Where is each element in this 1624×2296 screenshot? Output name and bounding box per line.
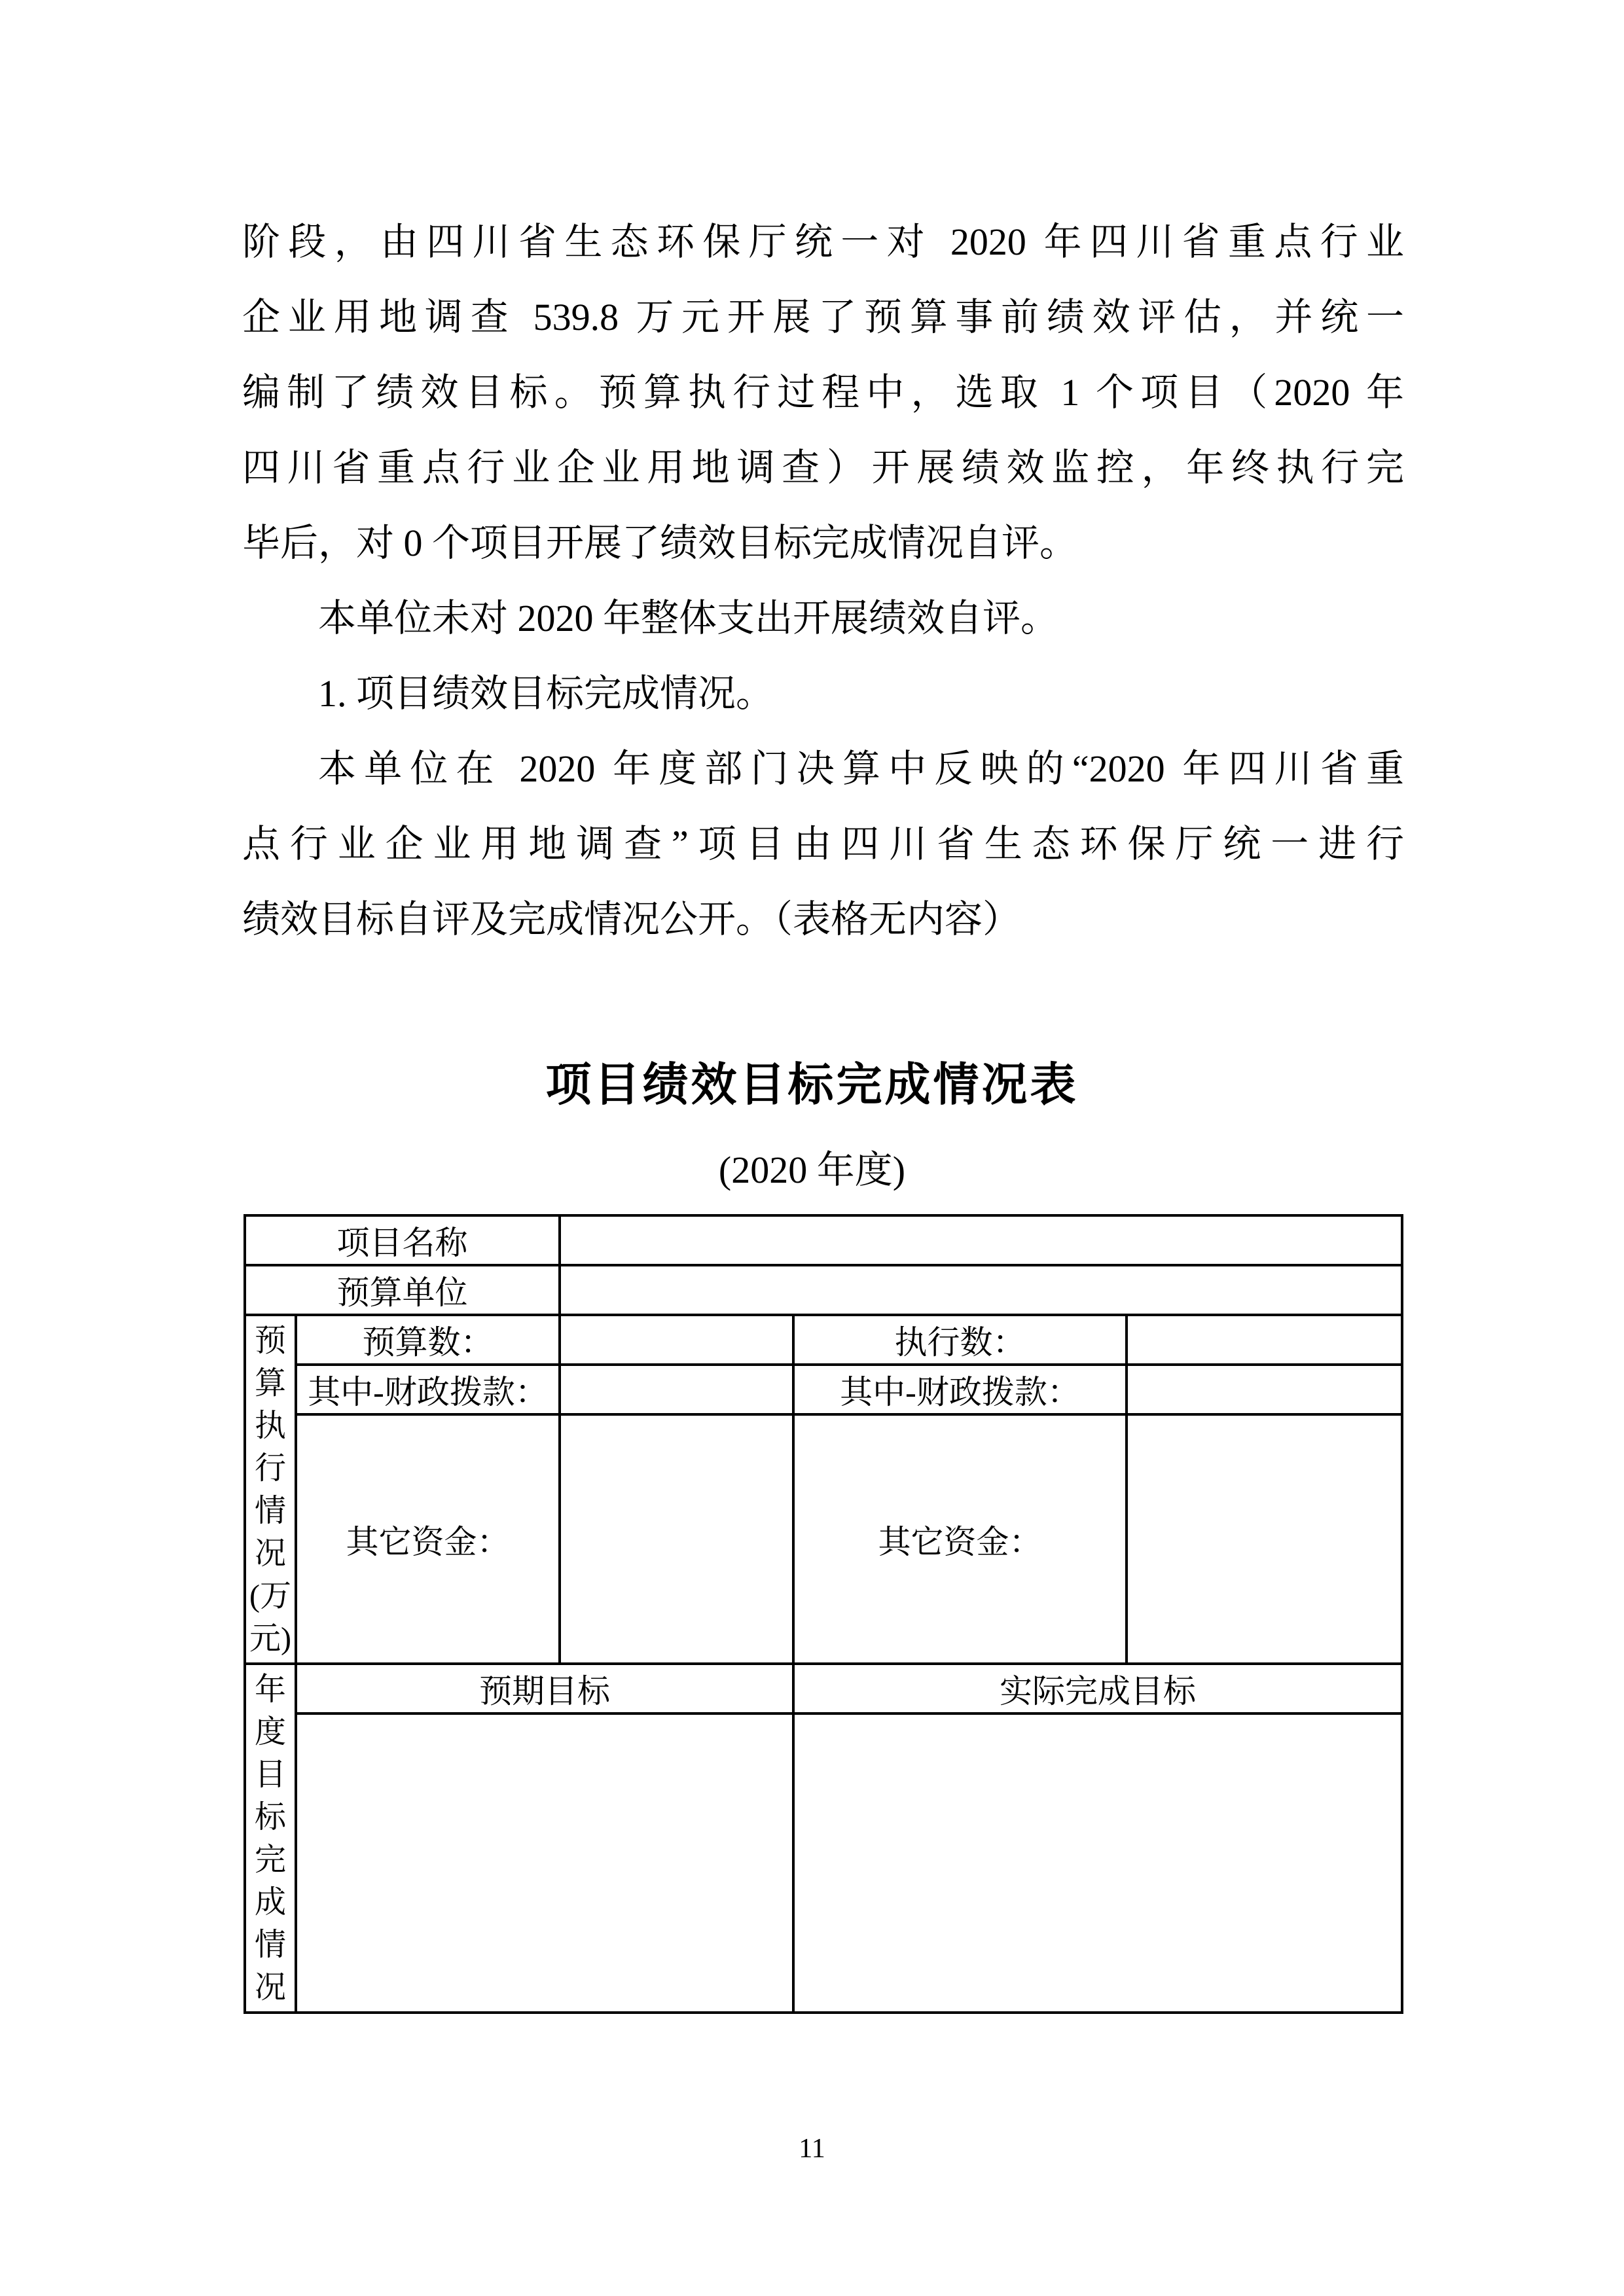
vertical-char: 标 [254,1799,286,1835]
vertical-char: 情 [254,1493,286,1528]
other-funds-value-cell-left [560,1414,793,1664]
paragraph-line: 四川省重点行业企业用地调查）开展绩效监控，年终执行完 [242,446,1404,489]
annual-goal-vertical-label [245,1664,296,2013]
budget-execution-vertical-label [245,1315,296,1664]
fiscal-allocation-value-cell-right [1127,1365,1402,1414]
paragraph-line: 阶段，由四川省生态环保厅统一对 2020 年四川省重点行业 [242,221,1404,263]
vertical-char: 预 [254,1323,286,1358]
paragraph-line: 企业用地调查 539.8 万元开展了预算事前绩效评估，并统一 [242,296,1404,338]
vertical-char: 算 [254,1365,286,1401]
actual-goal-value-cell [793,1713,1402,2013]
execution-number-value-cell [1127,1315,1402,1365]
vertical-char: 情 [254,1927,286,1962]
paragraph-line: 本单位在 2020 年度部门决算中反映的“2020 年四川省重 [318,747,1404,790]
fiscal-allocation-label-left: 其中-财政拨款： [296,1365,560,1414]
vertical-char: 目 [254,1757,286,1792]
other-funds-value-cell-right [1127,1414,1402,1664]
expected-goal-value-cell [296,1713,793,2013]
vertical-char: 执 [254,1408,286,1443]
vertical-char: 年 [254,1672,286,1707]
budget-number-label: 预算数： [296,1315,560,1365]
vertical-char: 行 [254,1450,286,1486]
vertical-char: (万 [249,1578,291,1613]
vertical-char: 况 [254,1535,286,1571]
project-name-value-cell [560,1215,1402,1265]
body-text [242,204,1404,957]
paragraph-line: 编制了绩效目标。预算执行过程中，选取 1 个项目（2020 年 [242,371,1404,414]
vertical-char: 元) [249,1621,291,1656]
paragraph-line: 点行业企业用地调查”项目由四川省生态环保厅统一进行 [242,823,1404,865]
page-number: 11 [799,2134,825,2164]
expected-goal-header: 预期目标 [296,1664,793,1713]
vertical-char: 况 [254,1969,286,2005]
table-title: 项目绩效目标完成情况表 [545,1060,1079,1111]
paragraph-line: 绩效目标自评及完成情况公开。（表格无内容） [242,898,1021,941]
performance-table [244,1214,1403,2014]
fiscal-allocation-label-right: 其中-财政拨款： [793,1365,1127,1414]
budget-unit-label: 预算单位 [245,1265,560,1315]
paragraph-line: 毕后，对 0 个项目开展了绩效目标完成情况自评。 [242,522,1078,564]
budget-unit-value-cell [560,1265,1402,1315]
vertical-char: 度 [254,1714,286,1749]
fiscal-allocation-value-cell-left [560,1365,793,1414]
paragraph-line: 本单位未对 2020 年整体支出开展绩效自评。 [318,597,1059,639]
other-funds-label-left: 其它资金： [296,1414,560,1664]
vertical-char: 成 [254,1884,286,1920]
actual-goal-header: 实际完成目标 [793,1664,1402,1713]
other-funds-label-right: 其它资金： [793,1414,1127,1664]
budget-number-value-cell [560,1315,793,1365]
paragraph-line: 1. 项目绩效目标完成情况。 [318,672,774,715]
vertical-char: 完 [254,1842,286,1877]
project-name-label: 项目名称 [245,1215,560,1265]
execution-number-label: 执行数： [793,1315,1127,1365]
table-subtitle: (2020 年度) [718,1149,906,1191]
